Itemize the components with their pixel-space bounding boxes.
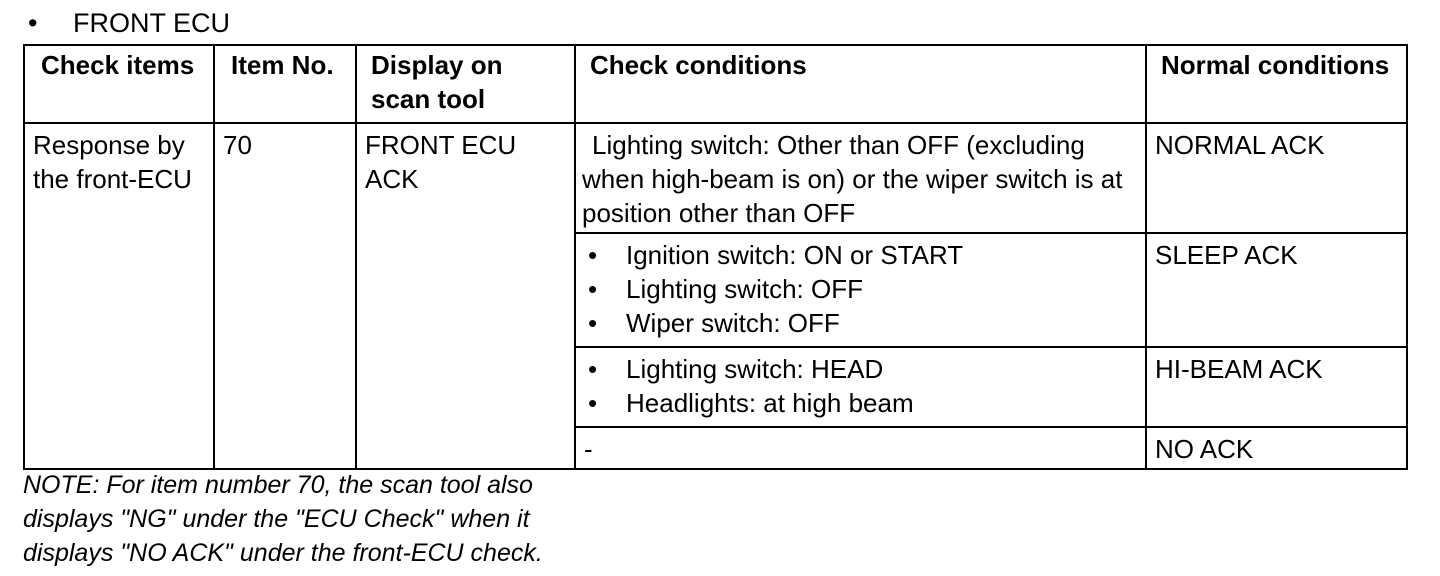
front-ecu-check-table — [23, 44, 1408, 470]
normal-cell-no-ack: NO ACK — [1146, 427, 1407, 469]
normal-cell-normal-ack: NORMAL ACK — [1146, 123, 1407, 233]
header-normal-conditions: Normal conditions — [1146, 45, 1407, 123]
condition-cell-sleep — [575, 233, 1146, 347]
list-item: • Headlights: at high beam — [580, 386, 1137, 420]
item-no-cell: 70 — [214, 123, 356, 469]
normal-cell-hi-beam-ack: HI-BEAM ACK — [1146, 347, 1407, 427]
header-item-no: Item No. — [214, 45, 356, 123]
section-heading — [28, 6, 230, 40]
header-display-on-scan-tool: Display on scan tool — [356, 45, 575, 123]
condition-list — [580, 238, 1137, 344]
display-cell: FRONT ECU ACK — [356, 123, 575, 469]
header-check-conditions: Check conditions — [575, 45, 1146, 123]
header-check-items: Check items — [24, 45, 214, 123]
condition-list — [580, 352, 1137, 424]
note-line: displays "NG" under the "ECU Check" when it — [23, 505, 530, 533]
section-heading-text: FRONT ECU — [73, 8, 231, 38]
bullet-glyph: • — [28, 8, 38, 38]
condition-cell-none: - — [575, 427, 1146, 469]
footnote — [23, 468, 543, 570]
condition-text: Lighting switch: Other than OFF (excluding when high-beam is on) or the wiper switch is at position other than OFF — [582, 130, 1123, 228]
condition-cell-hibeam — [575, 347, 1146, 427]
check-item-cell: Response by the front-ECU — [24, 123, 214, 469]
list-item: • Lighting switch: HEAD — [580, 352, 1137, 386]
list-item: • Ignition switch: ON or START — [580, 238, 1137, 272]
list-item: • Wiper switch: OFF — [580, 306, 1137, 340]
note-line: displays "NO ACK" under the front-ECU check. — [23, 539, 543, 567]
table-row — [24, 123, 1407, 233]
normal-cell-sleep-ack: SLEEP ACK — [1146, 233, 1407, 347]
list-item: • Lighting switch: OFF — [580, 272, 1137, 306]
condition-cell-normal — [575, 123, 1146, 233]
table-header-row — [24, 45, 1407, 123]
note-line: NOTE: For item number 70, the scan tool also — [23, 471, 533, 499]
